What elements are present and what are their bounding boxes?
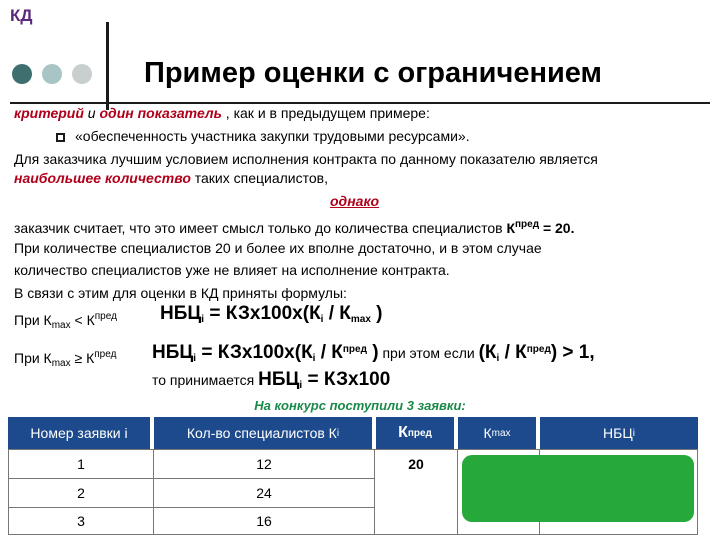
formula1 [160,303,383,325]
header-kpred [376,417,454,449]
formula2-if-sub: i [496,353,500,364]
formula2-k-sub: i [312,353,316,364]
formula2-then-eq: = КЗх100 [302,369,391,390]
header-nbc-text: НБЦ [603,425,633,441]
header-count-text: Кол-во специалистов К [186,425,337,441]
formula2-if-text: при этом если [378,345,479,361]
body-line-9: В связи с этим для оценки в КД приняты формулы: [14,285,347,301]
formula1-cond-sub: max [51,320,71,331]
body-line-7: При количестве специалистов 20 и более их вполне достаточно, и в этом случае [14,240,542,256]
table-cell-count: 16 [153,507,375,535]
header-kmax-sub: max [491,427,511,439]
table-cell-kpred: 20 [374,449,458,535]
header-kmax-k: К [483,425,492,441]
formula2-cond-sub: max [51,358,71,369]
formula1-cond-b: < К [70,312,95,328]
checkbox-bullet-icon [56,133,65,142]
formula1-cond-a: При К [14,312,52,328]
formula2-nbc: НБЦ [152,342,194,363]
however-word: однако [330,193,380,209]
bullet-line [56,128,470,145]
formula2-rest: / К [315,342,343,363]
header-kmax [458,417,536,449]
vertical-divider [106,22,109,110]
formula1-rest: / К [323,303,351,324]
formula2-close: ) [366,342,379,363]
one-indicator: один показатель [99,105,222,121]
formula2-if-c: ) > 1 [550,342,590,363]
and-word: и [83,105,100,121]
criterion-word: критерий [14,105,84,121]
formula2-cond-sup: пред [94,349,117,360]
however-line [330,193,379,210]
table-cell-num: 1 [8,449,154,479]
formula2-cond-a: При К [14,350,52,366]
formula2-cond-b: ≥ К [70,350,95,366]
table-cell-num: 3 [8,507,154,535]
slide-title: Пример оценки с ограничением [144,57,602,89]
table-cell-num: 2 [8,478,154,508]
header-count-sub: i [336,427,340,439]
formula2-then-sub: i [299,380,303,391]
formula1-eq: = КЗх100х(К [204,303,321,324]
formula2-if-comma: , [589,342,595,363]
green-overlay-box [462,455,694,522]
decor-dot-light [72,64,92,84]
formula2 [152,342,595,364]
header-specialists-count [154,417,372,449]
header-kpred-sup: пред [407,427,432,439]
header-nbc [540,417,698,449]
formula1-condition [14,308,117,334]
formula2-eq: = КЗх100х(К [196,342,313,363]
table-cell-count: 24 [153,478,375,508]
formula1-nbc: НБЦ [160,303,202,324]
horizontal-divider [10,102,710,104]
incoming-applications-note: На конкурс поступили 3 заявки: [254,398,466,413]
formula1-close: ) [370,303,383,324]
decor-dot-dark [12,64,32,84]
formula2-then [152,369,390,391]
body-line-6-text: заказчик считает, что это имеет смысл только до количества специалистов [14,220,507,236]
formula1-cond-sup: пред [94,311,117,322]
formula2-pred-sup: пред [342,344,367,355]
formula2-if-a: (К [478,342,497,363]
formula1-nbc-sub: i [201,314,205,325]
header-kpred-k: К [398,424,408,441]
pred-sup: пред [515,219,540,230]
formula2-condition [14,346,116,372]
such-specialists: таких специалистов, [190,170,328,186]
criterion-line [14,105,430,122]
formula2-then-nbc: НБЦ [258,369,300,390]
logo-text: КД [10,6,33,25]
formula2-if-b: / К [499,342,527,363]
table-cell-count: 12 [153,449,375,479]
body-line-8: количество специалистов уже не влияет на исполнение контракта. [14,262,450,278]
formula2-if-sup: пред [526,344,551,355]
formula2-nbc-sub: i [193,353,197,364]
k-equals: = 20. [539,220,575,236]
formula2-then-text: то принимается [152,372,259,388]
decor-dot-mid [42,64,62,84]
header-application-number: Номер заявки i [8,417,150,449]
bullet-text: «обеспеченность участника закупки трудовыми ресурсами». [75,128,470,144]
body-line-4 [14,170,328,187]
header-nbc-sub: i [632,427,635,439]
body-line-6 [14,216,574,237]
k-symbol: К [506,220,515,236]
greatest-quantity: наибольшее количество [14,170,191,186]
formula1-max-sub: max [350,314,371,325]
formula1-k-sub: i [320,314,324,325]
body-line-3: Для заказчика лучшим условием исполнения контракта по данному показателю является [14,151,598,167]
criterion-rest: , как и в предыдущем примере: [221,105,430,121]
